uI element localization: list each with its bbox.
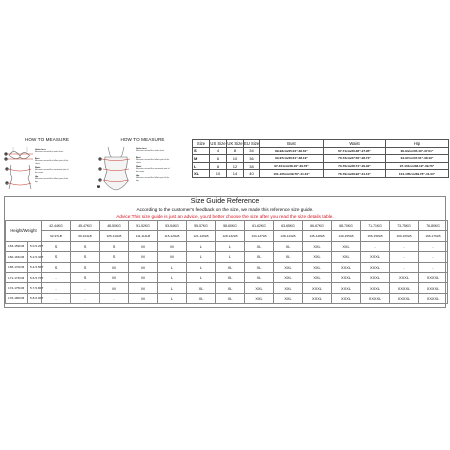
size-cell: S [42, 262, 71, 272]
size-cell: - [390, 241, 419, 251]
weight-lb-cell: 160-165LB [390, 231, 419, 241]
table-cell: 67-71cm/26.38"-27.95" [324, 147, 386, 155]
size-cell: M [129, 241, 158, 251]
measure-figure [94, 145, 191, 192]
marker-2: 2 [99, 168, 101, 171]
size-cell: M [129, 252, 158, 262]
measure-figure [3, 145, 91, 192]
table-row [6, 252, 448, 262]
size-cell: - [42, 283, 71, 293]
size-cell: XXXL [332, 262, 361, 272]
weight-lb-cell: 105-110LB [100, 231, 129, 241]
table-row [193, 170, 449, 178]
table-row [6, 262, 448, 272]
table-cell: 97-101cm/38.19"-39.76" [260, 162, 324, 170]
marker-4: 4 [6, 182, 8, 185]
weight-kg-cell: 51-52KG [129, 221, 158, 231]
table-cell: 8 [210, 162, 227, 170]
size-cell: - [42, 272, 71, 282]
size-cell: S [42, 252, 71, 262]
size-cell: S [100, 241, 129, 251]
table-cell: 73-76cm/28.74"-29.92" [324, 162, 386, 170]
size-cell: XL [187, 283, 216, 293]
size-cell: XL [216, 293, 245, 303]
weight-kg-cell: 45-47KG [71, 221, 100, 231]
size-cell: XXXL [361, 283, 390, 293]
size-cell: - [100, 293, 129, 303]
table-cell: 38 [244, 162, 260, 170]
weight-lb-row [6, 231, 448, 241]
size-cell: L [216, 252, 245, 262]
height-cm-cell: 165-170CM [6, 262, 28, 272]
size-cell: M [100, 262, 129, 272]
weight-lb-cell: 111-114LB [129, 231, 158, 241]
table-cell: S [193, 147, 210, 155]
weight-lb-cell: 128-132LB [216, 231, 245, 241]
table-row [6, 293, 448, 303]
weight-kg-cell: 63-65KG [274, 221, 303, 231]
size-cell: XXL [303, 262, 332, 272]
size-cell: XXL [245, 283, 274, 293]
size-cell: - [390, 262, 419, 272]
weight-lb-cell: 92-97LB [42, 231, 71, 241]
size-cell: XXXL [390, 272, 419, 282]
table-cell: 10 [210, 170, 227, 178]
table-cell: 70-73cm/27.56"-28.74" [324, 155, 386, 163]
size-cell: - [390, 252, 419, 262]
weight-kg-cell: 66-67KG [303, 221, 332, 231]
size-cell: L [187, 262, 216, 272]
marker-1: 1 [99, 158, 101, 161]
size-cell: - [71, 283, 100, 293]
size-cell: XXL [274, 272, 303, 282]
height-weight-corner: Height/Weight [6, 221, 42, 242]
header-hip: Hip [386, 140, 449, 148]
size-cell: M [129, 293, 158, 303]
guide-advice: Advice:This size guide is just an advice, you'd better choose the size after you read the size details table. [116, 213, 334, 219]
size-cell: XL [245, 241, 274, 251]
marker-1: 1 [5, 153, 7, 156]
table-row [193, 162, 449, 170]
size-cell: M [100, 272, 129, 282]
header-us-size: US Size [210, 140, 226, 146]
caption-hip: Hip Measure around the fullest part of the hip. [35, 176, 69, 183]
weight-kg-cell: 61-62KG [245, 221, 274, 231]
size-cell: M [158, 241, 187, 251]
table-cell: 6 [210, 155, 227, 163]
height-ft-cell: 5.0-5.2FT [28, 241, 42, 251]
size-cell: XXXL [303, 293, 332, 303]
table-cell: XL [193, 170, 210, 178]
weight-lb-cell: 166-176LB [419, 231, 448, 241]
table-cell: 8 [227, 147, 244, 155]
size-chart-table [192, 139, 449, 178]
size-cell: L [187, 272, 216, 282]
weight-kg-cell: 55-57KG [187, 221, 216, 231]
table-row [193, 147, 449, 155]
marker-3: 3 [99, 179, 101, 182]
height-cm-cell: 174-175CM [6, 283, 28, 293]
weight-kg-cell: 42-44KG [42, 221, 71, 231]
weight-lb-cell: 138-144LB [274, 231, 303, 241]
size-cell: S [42, 241, 71, 251]
caption-waist: Waist Measure around the narrowest part of the waist. [35, 167, 69, 174]
size-cell: XXL [332, 241, 361, 251]
size-cell: L [187, 252, 216, 262]
size-cell: XXL [274, 262, 303, 272]
size-cell: XXXXL [419, 283, 448, 293]
caption-waist: Waist Measure around the narrowest part of the waist. [136, 166, 170, 173]
size-cell: XXXXL [419, 293, 448, 303]
table-row [6, 272, 448, 282]
size-cell: XXXL [332, 272, 361, 282]
size-cell: - [419, 262, 448, 272]
weight-lb-cell: 156-158LB [361, 231, 390, 241]
weight-kg-cell: 73-75KG [390, 221, 419, 231]
header-eu-size: EU Size [244, 140, 260, 146]
size-cell: - [42, 293, 71, 303]
size-cell: - [419, 241, 448, 251]
height-cm-cell: 171-173CM [6, 272, 28, 282]
weight-kg-cell: 71-71KG [361, 221, 390, 231]
measure-title: HOW TO MEASURE [120, 137, 165, 142]
size-cell: XXXXL [390, 283, 419, 293]
table-row [193, 155, 449, 163]
size-cell: L [158, 283, 187, 293]
table-cell: 101-105cm/39.76"-41.34" [386, 170, 449, 178]
size-cell: L [187, 241, 216, 251]
size-cell: L [158, 293, 187, 303]
size-cell: XL [245, 272, 274, 282]
table-cell: 4 [210, 147, 227, 155]
weight-kg-cell: 58-60KG [216, 221, 245, 231]
size-cell: XXL [274, 283, 303, 293]
size-cell: XL [245, 262, 274, 272]
header-uk-size: UK Size [227, 140, 243, 146]
weight-lb-cell: 115-120LB [158, 231, 187, 241]
size-cell: XXL [303, 272, 332, 282]
table-cell: 40 [244, 170, 260, 178]
table-cell: 36 [244, 155, 260, 163]
size-cell: S [71, 241, 100, 251]
size-cell: S [71, 272, 100, 282]
size-cell: XXXL [361, 272, 390, 282]
size-cell: L [158, 262, 187, 272]
size-cell: L [158, 272, 187, 282]
size-cell: XXXXL [419, 272, 448, 282]
size-cell: XXL [303, 252, 332, 262]
size-cell: XXXL [361, 252, 390, 262]
size-cell: XXXL [303, 283, 332, 293]
size-cell: M [100, 283, 129, 293]
weight-lb-cell: 99-104LB [71, 231, 100, 241]
caption-under-bust: Under bust Measure around the under bust. [136, 148, 165, 153]
marker-2: 2 [5, 158, 7, 161]
weight-lb-cell: 145-148LB [303, 231, 332, 241]
size-cell: XL [216, 272, 245, 282]
header-bust: Bust [260, 140, 324, 148]
header-waist: Waist [324, 140, 386, 148]
height-ft-cell: 5.6-5.7FT [28, 272, 42, 282]
header-size: Size [193, 140, 210, 148]
size-cell: XL [274, 252, 303, 262]
size-cell: XL [187, 293, 216, 303]
height-ft-cell: 5.2-5.4FT [28, 252, 42, 262]
measure-title: HOW TO MEASURE [24, 137, 70, 142]
height-ft-cell: 5.8-6.0FT [28, 293, 42, 303]
size-cell: XXXXL [390, 293, 419, 303]
weight-kg-cell: 76-80KG [419, 221, 448, 231]
caption-bust: Bust Measure around the fullest part of the chest. [35, 158, 69, 165]
size-cell: XXL [332, 252, 361, 262]
size-chart-header-row [193, 140, 449, 148]
height-ft-cell: 5.4-5.5FT [28, 262, 42, 272]
marker-4: 4 [97, 185, 100, 187]
size-cell: XXXXL [361, 293, 390, 303]
size-cell: - [71, 293, 100, 303]
size-cell: M [129, 283, 158, 293]
table-cell: 90-94cm/35.43"-37.01" [386, 147, 449, 155]
table-cell: 12 [227, 162, 244, 170]
size-cell: - [419, 252, 448, 262]
table-cell: 101-105cm/39.76"-41.34" [260, 170, 324, 178]
size-cell: M [129, 272, 158, 282]
weight-kg-row [6, 221, 448, 231]
height-cm-cell: 176-180CM [6, 293, 28, 303]
table-cell: L [193, 162, 210, 170]
size-cell: XXXL [361, 262, 390, 272]
size-cell: XL [216, 262, 245, 272]
height-cm-cell: 160-164CM [6, 252, 28, 262]
height-ft-cell: 5.7-5.8FT [28, 283, 42, 293]
size-cell: XXL [303, 241, 332, 251]
table-cell: 34 [244, 147, 260, 155]
height-cm-cell: 153-159CM [6, 241, 28, 251]
size-cell: XL [216, 283, 245, 293]
size-cell: XXXL [332, 293, 361, 303]
weight-kg-cell: 68-70KG [332, 221, 361, 231]
table-cell: M [193, 155, 210, 163]
guide-note: According to the customer's feedback on the size, we made this reference size guide. [136, 207, 314, 212]
guide-title: Size Guide Reference [190, 198, 260, 205]
caption-bust: Bust Measure around the fullest part of the chest. [136, 157, 170, 164]
caption-under-bust: Under bust Measure around the under bust. [35, 149, 64, 154]
size-cell: XL [274, 241, 303, 251]
weight-kg-cell: 53-54KG [158, 221, 187, 231]
table-cell: 94-97cm/37.01"-38.19" [386, 155, 449, 163]
table-row [6, 283, 448, 293]
size-cell: S [71, 262, 100, 272]
weight-kg-cell: 48-50KG [100, 221, 129, 231]
table-row [6, 241, 448, 251]
weight-lb-cell: 149-155LB [332, 231, 361, 241]
size-cell: S [71, 252, 100, 262]
table-cell: 89-93cm/35.04"-36.61" [260, 147, 324, 155]
size-cell: XXL [274, 293, 303, 303]
how-to-measure-panel-left [3, 137, 91, 192]
how-to-measure-panel-right [94, 137, 191, 192]
table-cell: 10 [227, 155, 244, 163]
table-cell: 93-97cm/36.61"-38.19" [260, 155, 324, 163]
size-cell: S [100, 252, 129, 262]
size-cell: M [158, 252, 187, 262]
table-cell: 97-101cm/38.19"-39.76" [386, 162, 449, 170]
size-cell: L [216, 241, 245, 251]
size-cell: M [129, 262, 158, 272]
size-cell: XXL [245, 293, 274, 303]
size-cell: - [361, 241, 390, 251]
caption-hip: Hip Measure around the fullest part of the hip. [136, 175, 170, 182]
table-cell: 14 [227, 170, 244, 178]
weight-lb-cell: 134-137LB [245, 231, 274, 241]
marker-3: 3 [6, 168, 8, 171]
table-cell: 76-79cm/29.92"-31.10" [324, 170, 386, 178]
weight-lb-cell: 121-126LB [187, 231, 216, 241]
size-cell: XL [245, 252, 274, 262]
height-weight-table [5, 220, 448, 304]
size-guide-reference [4, 196, 446, 308]
size-cell: XXXL [332, 283, 361, 293]
